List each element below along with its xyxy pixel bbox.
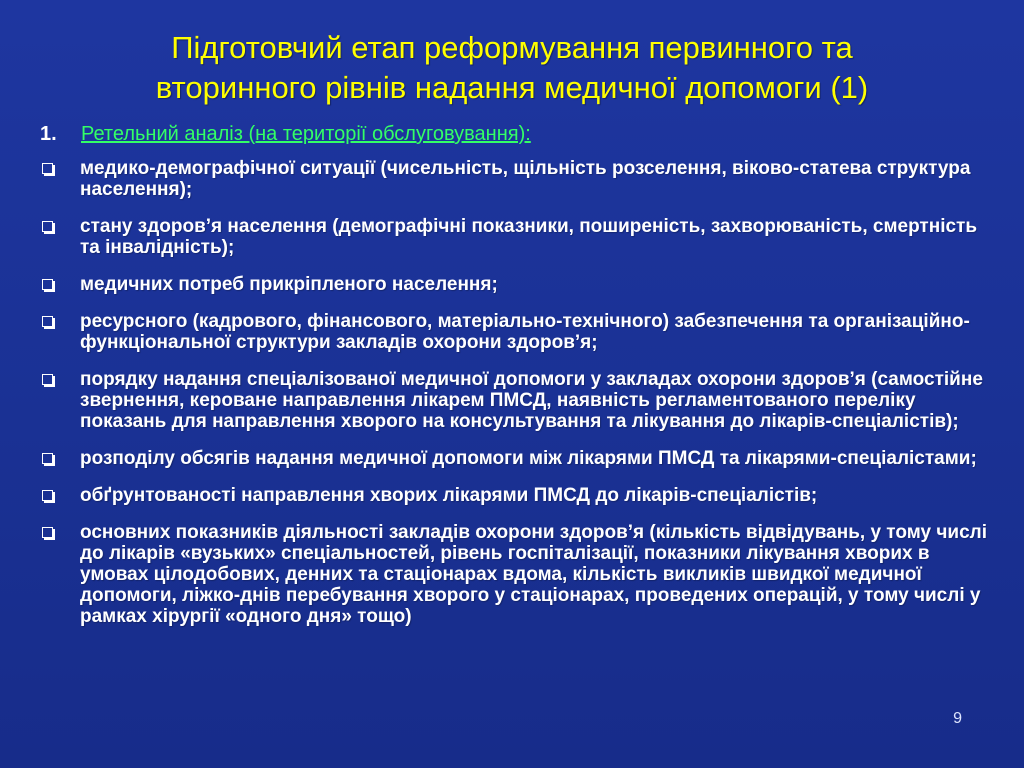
- list-item-text: ресурсного (кадрового, фінансового, матеріально-технічного) забезпечення та організаційно-функціональної структури закладів охорони здоров’я;: [80, 311, 970, 353]
- list-item-text: основних показників діяльності закладів охорони здоров’я (кількість відвідувань, у тому числі до лікарів «вузьких» спеціальностей, рівень госпіталізації, показники лікування хворих в умовах цілодобових, денних та стаціонарах вдома, кількість викликів швидкої медичної допомоги, ліжко-днів перебування хворого у стаціонарах, проведених операцій, у тому числі у рамках хірургії «одного дня» тощо): [80, 522, 987, 627]
- slide-title: [40, 28, 984, 108]
- hollow-square-bullet-icon: [40, 311, 80, 332]
- list-item-text: розподілу обсягів надання медичної допомоги між лікарями ПМСД та лікарями-спеціалістами;: [80, 448, 977, 469]
- hollow-square-bullet-icon: [40, 158, 80, 179]
- hollow-square-bullet-icon: [40, 522, 80, 543]
- list-item-text: порядку надання спеціалізованої медичної допомоги у закладах охорони здоров’я (самостійне звернення, кероване направлення лікарем ПМСД, наявність регламентованого переліку показань для направлення хворого на консультування та лікування до лікарів-спеціалістів);: [80, 369, 983, 432]
- bullet-list: [40, 158, 990, 643]
- hollow-square-bullet-icon: [40, 274, 80, 295]
- list-item: [40, 448, 990, 469]
- heading-number: 1.: [40, 123, 57, 145]
- hollow-square-bullet-icon: [40, 448, 80, 469]
- list-item: [40, 216, 990, 258]
- heading-text: Ретельний аналіз (на території обслуговування):: [81, 123, 531, 145]
- list-item: [40, 369, 990, 432]
- list-item: [40, 158, 990, 200]
- page-number: 9: [953, 710, 962, 727]
- hollow-square-bullet-icon: [40, 369, 80, 390]
- list-item: [40, 311, 990, 353]
- list-item-text: медико-демографічної ситуації (чисельність, щільність розселення, віково-статева структура населення);: [80, 158, 971, 200]
- list-item: [40, 485, 990, 506]
- numbered-heading: [40, 122, 531, 146]
- list-item-text: обґрунтованості направлення хворих лікарями ПМСД до лікарів-спеціалістів;: [80, 485, 818, 506]
- hollow-square-bullet-icon: [40, 216, 80, 237]
- hollow-square-bullet-icon: [40, 485, 80, 506]
- list-item-text: медичних потреб прикріпленого населення;: [80, 274, 498, 295]
- list-item-text: стану здоров’я населення (демографічні показники, поширеність, захворюваність, смертність та інвалідність);: [80, 216, 978, 258]
- list-item: [40, 274, 990, 295]
- title-line-1: Підготовчий етап реформування первинного та: [171, 30, 853, 65]
- title-line-2: вторинного рівнів надання медичної допомоги (1): [155, 70, 869, 105]
- list-item: [40, 522, 990, 627]
